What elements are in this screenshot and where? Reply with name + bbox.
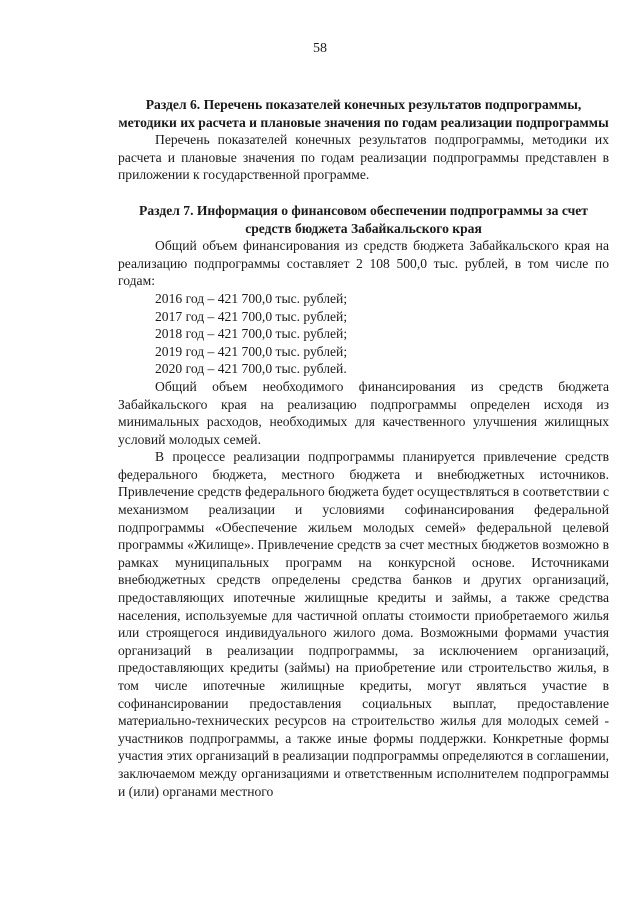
page-number: 58 <box>313 41 327 56</box>
funding-year-item: 2020 год – 421 700,0 тыс. рублей. <box>155 361 347 377</box>
section6-heading: Раздел 6. Перечень показателей конечных результатов подпрограммы, методики их расчета и плановые значения по годам реализации подпрограммы <box>118 97 609 130</box>
section-spacer <box>118 184 609 202</box>
section7-heading: Раздел 7. Информация о финансовом обеспечении подпрограммы за счет средств бюджета Забайкальского края <box>139 202 588 236</box>
section7-paragraph-2: Общий объем необходимого финансирования из средств бюджета Забайкальского края на реализацию подпрограммы определен исходя из минимальных расходов, необходимых для качественного улучшения жилищных условий молодых семей. <box>118 378 609 447</box>
funding-year-item: 2019 год – 421 700,0 тыс. рублей; <box>155 343 348 359</box>
funding-by-year-list <box>118 290 609 378</box>
funding-year-item: 2016 год – 421 700,0 тыс. рублей; <box>155 290 348 306</box>
section6-paragraph: Перечень показателей конечных результатов подпрограммы, методики их расчета и плановые значения по годам реализации подпрограммы представлен в приложении к государственной программе. <box>118 132 609 183</box>
page-content <box>118 96 609 800</box>
section7-paragraph-3: В процессе реализации подпрограммы планируется привлечение средств федерального бюджета, местного бюджета и внебюджетных источников. Привлечение средств федерального бюджета будет осуществляться в соответствии с механизмом реализации и условиями софинансирования федеральной подпрограммы «Обеспечение жильем молодых семей» федеральной целевой программы «Жилище». Привлечение средств за счет местных бюджетов возможно в рамках муниципальных программ на конкурсной основе. Источниками внебюджетных средств определены средства банков и других организаций, предоставляющих ипотечные жилищные кредиты и займы, а также средства населения, используемые для частичной оплаты стоимости приобретаемого жилья или строящегося индивидуального жилого дома. Возможными формами участия организаций в реализации подпрограммы, за исключением организаций, предоставляющих кредиты (займы) на приобретение или строительство жилья, в том числе ипотечные жилищные кредиты, могут являться участие в софинансировании предоставления социальных выплат, предоставление материально-технических ресурсов на строительство жилья для молодых семей - участников подпрограммы, а также иные формы поддержки. Конкретные формы участия этих организаций в реализации подпрограммы определяются в соглашении, заключаемом между организациями и ответственным исполнителем подпрограммы и (или) органами местного <box>118 449 609 799</box>
section7-intro: Общий объем финансирования из средств бюджета Забайкальского края на реализацию подпрограммы составляет 2 108 500,0 тыс. рублей, в том числе по годам: <box>118 238 609 289</box>
funding-year-item: 2017 год – 421 700,0 тыс. рублей; <box>155 308 348 324</box>
funding-year-item: 2018 год – 421 700,0 тыс. рублей; <box>155 326 348 342</box>
